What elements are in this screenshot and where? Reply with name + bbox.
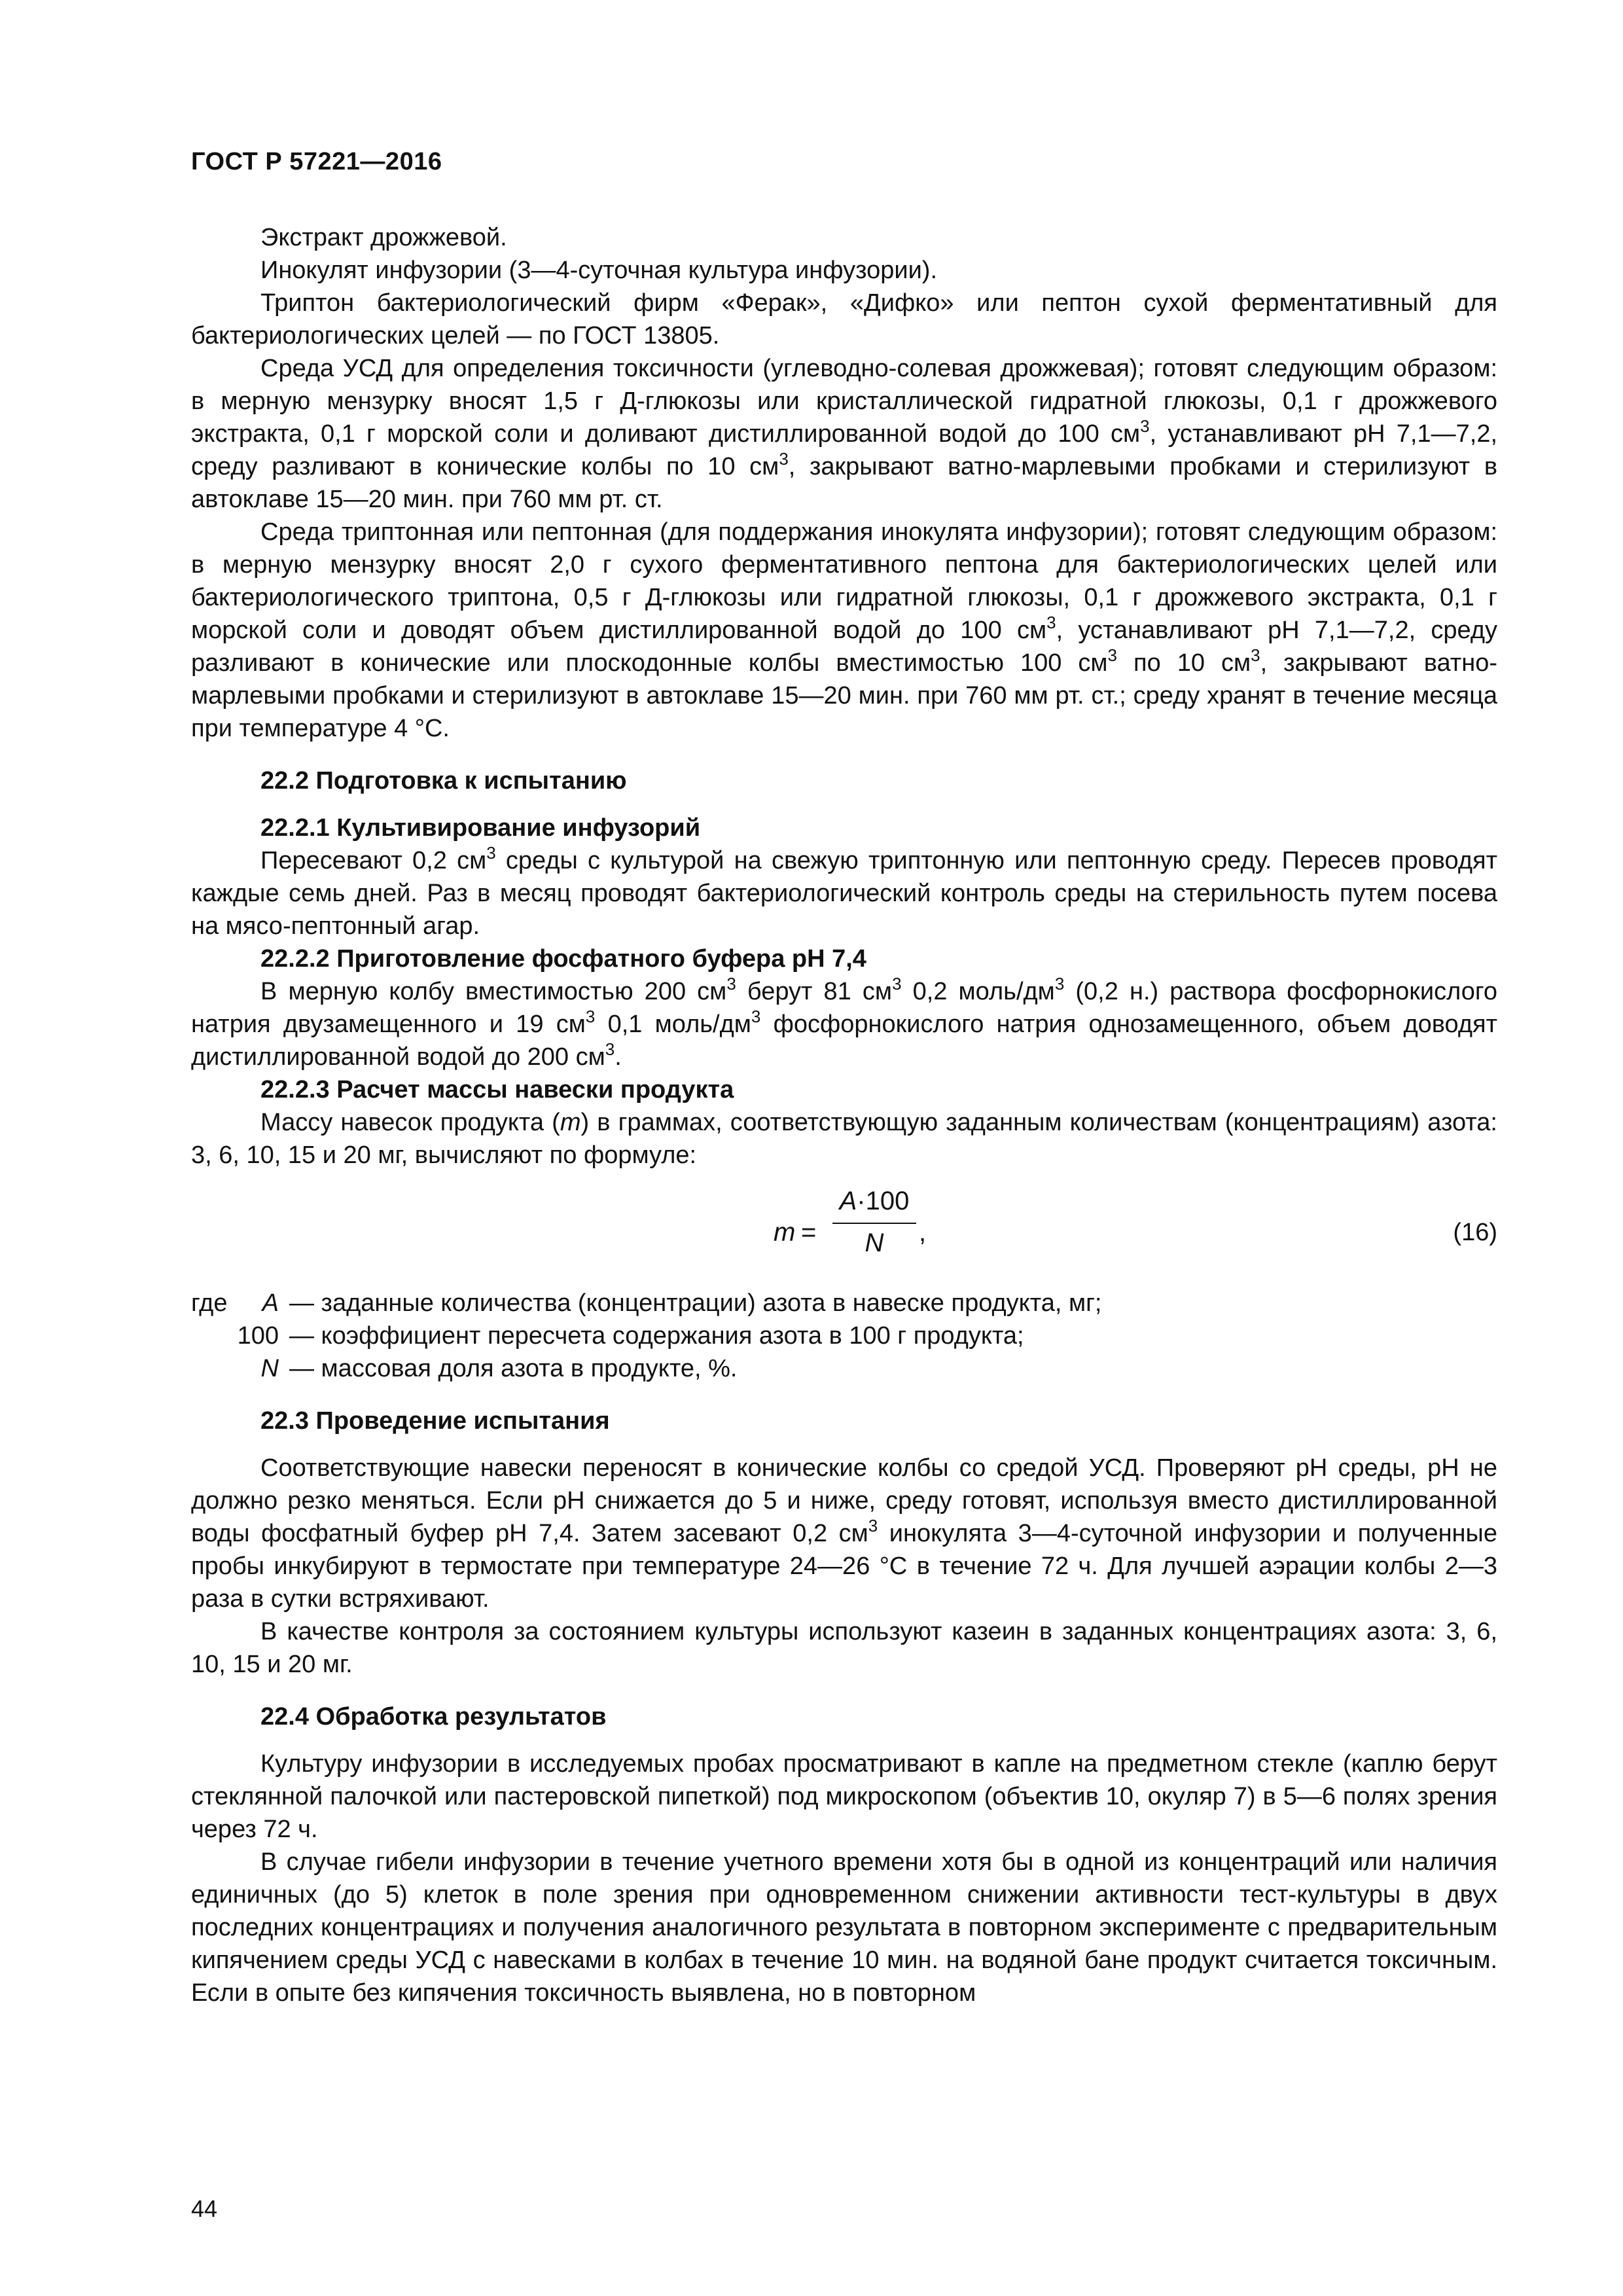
formula-expression xyxy=(774,1185,1009,1283)
paragraph: Соответствующие навески переносят в конические колбы со средой УСД. Проверяют pH среды, pH не должно резко меняться. Если pH снижается до 5 и ниже, среду готовят, используя вместо дистиллированной воды фосфатный буфер pH 7,4. Затем засевают 0,2 $см^3$ инокулята 3—4-суточной инфузории и полученные пробы инкубируют в термостате при температуре 24—26 °С в течение 72 ч. Для лучшей аэрации колбы 2—3 раза в сутки встряхивают. xyxy=(191,1454,1497,1613)
section-heading-22-2-2: 22.2.2 Приготовление фосфатного буфера pH 7,4 xyxy=(260,945,866,973)
formula-number: (16) xyxy=(1453,1219,1497,1246)
formula-lhs: m xyxy=(774,1218,796,1247)
legend-symbol: 100 xyxy=(237,1322,279,1350)
page-number: 44 xyxy=(191,2195,218,2222)
formula-comma: , xyxy=(919,1218,927,1247)
section-heading-22-2: 22.2 Подготовка к испытанию xyxy=(260,767,627,795)
formula-denominator: N xyxy=(865,1229,884,1257)
document-code: ГОСТ Р 57221—2016 xyxy=(191,148,442,175)
formula-equals: = xyxy=(801,1218,817,1247)
section-heading-22-3: 22.3 Проведение испытания xyxy=(260,1407,610,1435)
paragraph-trypton-medium: Среда триптонная или пептонная (для поддержания инокулята инфузории); готовят следующим образом: в мерную мензурку вносят 2,0 г сухого ферментативного пептона для бактериологических целей или бактериологического триптона, 0,5 г Д-глюкозы или гидратной глюкозы, 0,1 г дрожжевого экстракта, 0,1 г морской соли и доводят объем дистиллированной водой до 100 $см^3$, устанавливают pH 7,1—7,2, среду разливают в конические или плоскодонные колбы вместимостью 100 $см^3$ по 10 $см^3$, закрывают ватно-марлевыми пробками и стерилизуют в автоклаве 15—20 мин. при 760 мм рт. ст.; среду хранят в течение месяца при температуре 4 °С. xyxy=(191,518,1497,742)
legend-text: — массовая доля азота в продукте, %. xyxy=(289,1355,738,1382)
section-heading-22-4: 22.4 Обработка результатов xyxy=(260,1703,607,1731)
fraction-bar xyxy=(832,1223,916,1224)
legend-symbol: где A xyxy=(191,1289,279,1317)
paragraph: Триптон бактериологический фирм «Ферак», «Дифко» или пептон сухой ферментативный для бактериологических целей — по ГОСТ 13805. xyxy=(191,289,1497,350)
paragraph-usd-medium: Среда УСД для определения токсичности (углеводно-солевая дрожжевая); готовят следующим образом: в мерную мензурку вносят 1,5 г Д-глюкозы или кристаллической гидратной глюкозы, 0,1 г дрожжевого экстракта, 0,1 г морской соли и доливают дистиллированной водой до 100 $см^3$, устанавливают pH 7,1—7,2, среду разливают в конические колбы по 10 $см^3$, закрывают ватно-марлевыми пробками и стерилизуют в автоклаве 15—20 мин. при 760 мм рт. ст. xyxy=(191,355,1498,513)
section-heading-22-2-3: 22.2.3 Расчет массы навески продукта xyxy=(260,1076,734,1103)
page-body xyxy=(191,221,1497,2009)
legend-symbol: N xyxy=(260,1355,279,1382)
legend-text: — заданные количества (концентрации) азота в навеске продукта, мг; xyxy=(289,1289,1102,1317)
formula-numerator: A·100 xyxy=(839,1187,910,1215)
section-heading-22-2-1: 22.2.1 Культивирование инфузорий xyxy=(260,814,701,842)
variable-legend xyxy=(191,1287,1497,1385)
paragraph: В мерную колбу вместимостью 200 $см^3$ берут 81 $см^3$ 0,2 моль/$дм^3$ (0,2 н.) раствора фосфорнокислого натрия двузамещенного и 19 $см^3$ 0,1 моль/$дм^3$ фосфорнокислого натрия однозамещенного, объем доводят дистиллированной водой до 200 $см^3$. xyxy=(191,974,1497,1071)
paragraph: Инокулят инфузории (3—4-суточная культура инфузории). xyxy=(260,257,938,284)
formula-16 xyxy=(191,1185,1497,1283)
paragraph: Пересевают 0,2 $см^3$ среды с культурой на свежую триптонную или пептонную среду. Пересев проводят каждые семь дней. Раз в месяц проводят бактериологический контроль среды на стерильность путем посева на мясо-пептонный агар. xyxy=(191,843,1497,940)
paragraph: В случае гибели инфузории в течение учетного времени хотя бы в одной из концентраций или наличия единичных (до 5) клеток в поле зрения при одновременном снижении активности тест-культуры в двух последних концентрациях и получения аналогичного результата в повторном эксперименте с предварительным кипячением среды УСД с навесками в колбах в течение 10 мин. на водяной бане продукт считается токсичным. Если в опыте без кипячения токсичность выявлена, но в повторном xyxy=(191,1848,1497,2007)
paragraph: Экстракт дрожжевой. xyxy=(260,224,507,251)
legend-text: — коэффициент пересчета содержания азота в 100 г продукта; xyxy=(289,1322,1024,1350)
paragraph: В качестве контроля за состоянием культуры используют казеин в заданных концентрациях азота: 3, 6, 10, 15 и 20 мг. xyxy=(191,1618,1497,1678)
paragraph: Массу навесок продукта (m) в граммах, соответствующую заданным количествам (концентрациям) азота: 3, 6, 10, 15 и 20 мг, вычисляют по формуле: xyxy=(191,1109,1497,1169)
paragraph: Культуру инфузории в исследуемых пробах просматривают в капле на предметном стекле (каплю берут стеклянной палочкой или пастеровской пипеткой) под микроскопом (объектив 10, окуляр 7) в 5—6 полях зрения через 72 ч. xyxy=(191,1750,1497,1843)
